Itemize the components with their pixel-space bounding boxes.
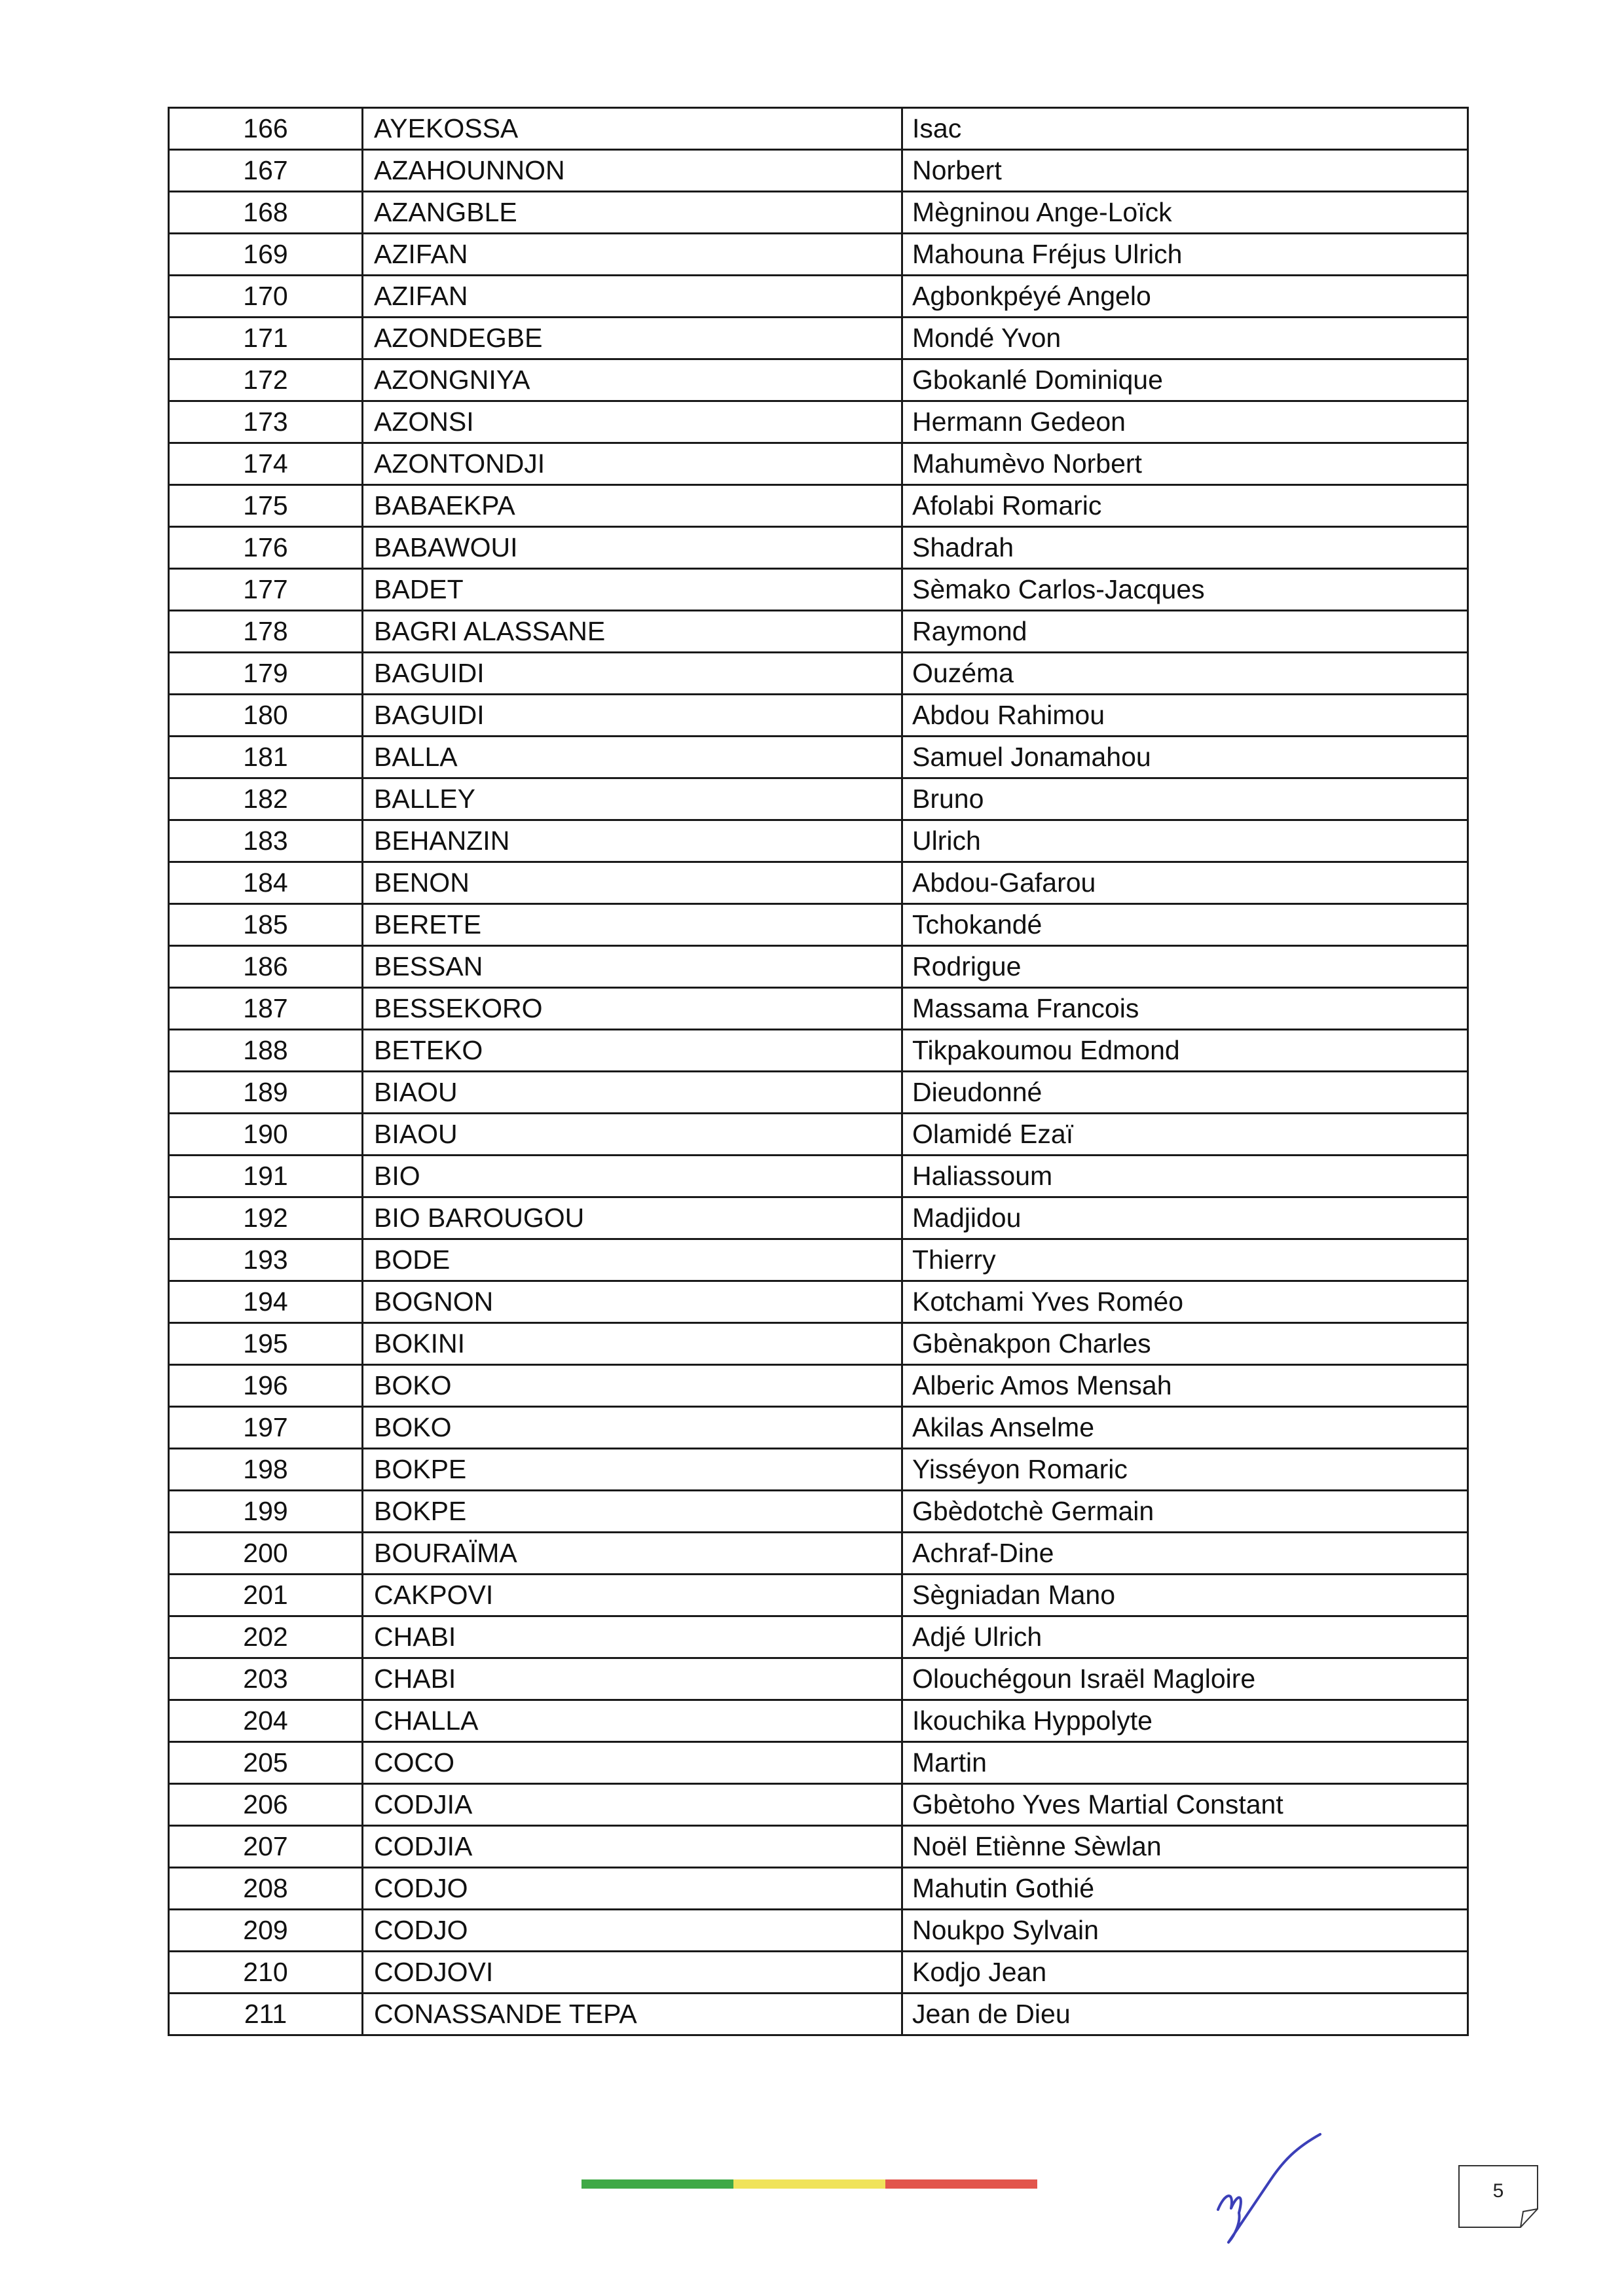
table-row: [169, 778, 1468, 820]
row-surname: AZIFAN: [363, 276, 902, 318]
names-table: [168, 107, 1469, 2036]
row-surname: BALLA: [363, 737, 902, 778]
row-surname: CHABI: [363, 1658, 902, 1700]
row-surname: AZONSI: [363, 401, 902, 443]
row-surname: CODJO: [363, 1868, 902, 1910]
row-given-names: Agbonkpéyé Angelo: [902, 276, 1468, 318]
row-surname: BEHANZIN: [363, 820, 902, 862]
row-number: 209: [169, 1910, 363, 1952]
row-number: 173: [169, 401, 363, 443]
row-surname: BAGRI ALASSANE: [363, 611, 902, 653]
row-given-names: Dieudonné: [902, 1072, 1468, 1114]
row-number: 176: [169, 527, 363, 569]
row-surname: BABAEKPA: [363, 485, 902, 527]
row-number: 194: [169, 1281, 363, 1323]
row-given-names: Yisséyon Romaric: [902, 1449, 1468, 1491]
table-row: [169, 611, 1468, 653]
row-given-names: Norbert: [902, 150, 1468, 192]
row-number: 195: [169, 1323, 363, 1365]
row-number: 178: [169, 611, 363, 653]
row-number: 190: [169, 1114, 363, 1156]
table-row: [169, 1868, 1468, 1910]
table-row: [169, 1365, 1468, 1407]
row-given-names: Ulrich: [902, 820, 1468, 862]
row-given-names: Mahutin Gothié: [902, 1868, 1468, 1910]
row-number: 208: [169, 1868, 363, 1910]
table-row: [169, 1030, 1468, 1072]
row-number: 198: [169, 1449, 363, 1491]
row-given-names: Tikpakoumou Edmond: [902, 1030, 1468, 1072]
row-given-names: Achraf-Dine: [902, 1533, 1468, 1575]
row-surname: BOURAÏMA: [363, 1533, 902, 1575]
row-given-names: Jean de Dieu: [902, 1994, 1468, 2035]
row-number: 187: [169, 988, 363, 1030]
table-row: [169, 443, 1468, 485]
row-surname: CAKPOVI: [363, 1575, 902, 1616]
row-number: 203: [169, 1658, 363, 1700]
row-given-names: Adjé Ulrich: [902, 1616, 1468, 1658]
table-row: [169, 1449, 1468, 1491]
table-row: [169, 988, 1468, 1030]
table-row: [169, 359, 1468, 401]
row-surname: BESSAN: [363, 946, 902, 988]
row-surname: BIAOU: [363, 1114, 902, 1156]
table-row: [169, 1826, 1468, 1868]
row-surname: AYEKOSSA: [363, 108, 902, 150]
row-number: 207: [169, 1826, 363, 1868]
row-given-names: Bruno: [902, 778, 1468, 820]
row-given-names: Alberic Amos Mensah: [902, 1365, 1468, 1407]
row-surname: BENON: [363, 862, 902, 904]
table-row: [169, 653, 1468, 695]
row-given-names: Olamidé Ezaï: [902, 1114, 1468, 1156]
row-given-names: Hermann Gedeon: [902, 401, 1468, 443]
row-given-names: Mahouna Fréjus Ulrich: [902, 234, 1468, 276]
row-given-names: Sègniadan Mano: [902, 1575, 1468, 1616]
row-surname: CODJIA: [363, 1826, 902, 1868]
row-given-names: Thierry: [902, 1239, 1468, 1281]
row-surname: BABAWOUI: [363, 527, 902, 569]
row-given-names: Shadrah: [902, 527, 1468, 569]
table-row: [169, 1072, 1468, 1114]
row-surname: BIO: [363, 1156, 902, 1197]
table-row: [169, 192, 1468, 234]
row-number: 211: [169, 1994, 363, 2035]
row-number: 166: [169, 108, 363, 150]
table-row: [169, 1281, 1468, 1323]
row-given-names: Gbènakpon Charles: [902, 1323, 1468, 1365]
table-row: [169, 1114, 1468, 1156]
row-surname: BALLEY: [363, 778, 902, 820]
table-row: [169, 695, 1468, 737]
row-surname: AZONTONDJI: [363, 443, 902, 485]
row-number: 210: [169, 1952, 363, 1994]
row-number: 199: [169, 1491, 363, 1533]
row-number: 170: [169, 276, 363, 318]
row-number: 181: [169, 737, 363, 778]
row-surname: CONASSANDE TEPA: [363, 1994, 902, 2035]
row-surname: AZONGNIYA: [363, 359, 902, 401]
row-given-names: Massama Francois: [902, 988, 1468, 1030]
row-surname: BAGUIDI: [363, 695, 902, 737]
row-number: 179: [169, 653, 363, 695]
table-row: [169, 1994, 1468, 2035]
table-row: [169, 1323, 1468, 1365]
table-row: [169, 1197, 1468, 1239]
row-surname: BIAOU: [363, 1072, 902, 1114]
row-surname: CHALLA: [363, 1700, 902, 1742]
row-given-names: Isac: [902, 108, 1468, 150]
flag-green-stripe: [581, 2179, 733, 2189]
row-given-names: Ikouchika Hyppolyte: [902, 1700, 1468, 1742]
row-surname: BERETE: [363, 904, 902, 946]
row-given-names: Akilas Anselme: [902, 1407, 1468, 1449]
row-surname: CODJO: [363, 1910, 902, 1952]
row-surname: BOKPE: [363, 1449, 902, 1491]
table-row: [169, 1952, 1468, 1994]
row-number: 192: [169, 1197, 363, 1239]
row-surname: BOKO: [363, 1407, 902, 1449]
row-surname: BIO BAROUGOU: [363, 1197, 902, 1239]
table-row: [169, 1407, 1468, 1449]
row-number: 200: [169, 1533, 363, 1575]
row-surname: CODJIA: [363, 1784, 902, 1826]
row-number: 175: [169, 485, 363, 527]
row-given-names: Kodjo Jean: [902, 1952, 1468, 1994]
row-number: 168: [169, 192, 363, 234]
row-number: 191: [169, 1156, 363, 1197]
row-number: 169: [169, 234, 363, 276]
row-number: 188: [169, 1030, 363, 1072]
table-row: [169, 904, 1468, 946]
table-row: [169, 1616, 1468, 1658]
table-row: [169, 1784, 1468, 1826]
row-given-names: Gbètoho Yves Martial Constant: [902, 1784, 1468, 1826]
row-number: 202: [169, 1616, 363, 1658]
row-given-names: Gbokanlé Dominique: [902, 359, 1468, 401]
row-number: 185: [169, 904, 363, 946]
national-colors-bar: [581, 2179, 1037, 2189]
row-given-names: Rodrigue: [902, 946, 1468, 988]
handwritten-signature: [1205, 2131, 1323, 2255]
table-row: [169, 276, 1468, 318]
table-row: [169, 108, 1468, 150]
row-surname: BOKINI: [363, 1323, 902, 1365]
table-row: [169, 1533, 1468, 1575]
row-number: 174: [169, 443, 363, 485]
table-row: [169, 234, 1468, 276]
row-number: 172: [169, 359, 363, 401]
row-surname: BOGNON: [363, 1281, 902, 1323]
table-row: [169, 737, 1468, 778]
row-given-names: Sèmako Carlos-Jacques: [902, 569, 1468, 611]
row-surname: AZAHOUNNON: [363, 150, 902, 192]
row-given-names: Gbèdotchè Germain: [902, 1491, 1468, 1533]
table-row: [169, 1658, 1468, 1700]
row-given-names: Raymond: [902, 611, 1468, 653]
row-surname: CHABI: [363, 1616, 902, 1658]
table-row: [169, 150, 1468, 192]
row-number: 186: [169, 946, 363, 988]
row-given-names: Martin: [902, 1742, 1468, 1784]
flag-yellow-stripe: [733, 2179, 885, 2189]
row-number: 206: [169, 1784, 363, 1826]
row-given-names: Abdou Rahimou: [902, 695, 1468, 737]
row-given-names: Mègninou Ange-Loïck: [902, 192, 1468, 234]
row-surname: AZONDEGBE: [363, 318, 902, 359]
row-given-names: Haliassoum: [902, 1156, 1468, 1197]
row-given-names: Afolabi Romaric: [902, 485, 1468, 527]
table-row: [169, 1491, 1468, 1533]
row-given-names: Olouchégoun Israël Magloire: [902, 1658, 1468, 1700]
row-number: 167: [169, 150, 363, 192]
table-row: [169, 820, 1468, 862]
table-row: [169, 1742, 1468, 1784]
row-number: 177: [169, 569, 363, 611]
row-given-names: Ouzéma: [902, 653, 1468, 695]
row-number: 183: [169, 820, 363, 862]
row-number: 196: [169, 1365, 363, 1407]
row-surname: BESSEKORO: [363, 988, 902, 1030]
row-surname: BADET: [363, 569, 902, 611]
row-surname: BODE: [363, 1239, 902, 1281]
row-number: 204: [169, 1700, 363, 1742]
row-given-names: Kotchami Yves Roméo: [902, 1281, 1468, 1323]
table-row: [169, 318, 1468, 359]
table-row: [169, 1910, 1468, 1952]
row-given-names: Madjidou: [902, 1197, 1468, 1239]
table-row: [169, 527, 1468, 569]
row-given-names: Noël Etiènne Sèwlan: [902, 1826, 1468, 1868]
row-given-names: Samuel Jonamahou: [902, 737, 1468, 778]
row-surname: BAGUIDI: [363, 653, 902, 695]
row-surname: BOKPE: [363, 1491, 902, 1533]
row-surname: CODJOVI: [363, 1952, 902, 1994]
table-row: [169, 569, 1468, 611]
row-given-names: Mondé Yvon: [902, 318, 1468, 359]
row-number: 180: [169, 695, 363, 737]
table-row: [169, 485, 1468, 527]
row-surname: BOKO: [363, 1365, 902, 1407]
row-surname: AZIFAN: [363, 234, 902, 276]
table-row: [169, 1239, 1468, 1281]
table-row: [169, 1156, 1468, 1197]
names-table-body: [169, 108, 1468, 2035]
row-given-names: Tchokandé: [902, 904, 1468, 946]
row-given-names: Abdou-Gafarou: [902, 862, 1468, 904]
row-number: 189: [169, 1072, 363, 1114]
table-row: [169, 1700, 1468, 1742]
row-surname: COCO: [363, 1742, 902, 1784]
page-number: 5: [1492, 2180, 1504, 2202]
row-number: 197: [169, 1407, 363, 1449]
table-row: [169, 1575, 1468, 1616]
row-number: 205: [169, 1742, 363, 1784]
row-number: 201: [169, 1575, 363, 1616]
row-number: 193: [169, 1239, 363, 1281]
row-given-names: Mahumèvo Norbert: [902, 443, 1468, 485]
row-number: 171: [169, 318, 363, 359]
row-surname: AZANGBLE: [363, 192, 902, 234]
row-number: 184: [169, 862, 363, 904]
flag-red-stripe: [885, 2179, 1037, 2189]
row-number: 182: [169, 778, 363, 820]
row-given-names: Noukpo Sylvain: [902, 1910, 1468, 1952]
table-row: [169, 946, 1468, 988]
row-surname: BETEKO: [363, 1030, 902, 1072]
table-row: [169, 862, 1468, 904]
table-row: [169, 401, 1468, 443]
